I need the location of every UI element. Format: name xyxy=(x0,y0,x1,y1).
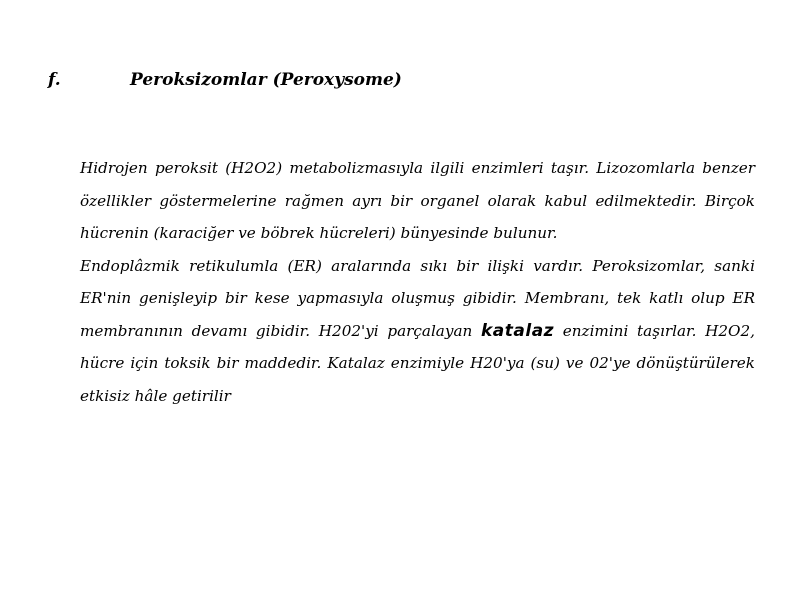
paragraph-text-before: Endoplâzmik retikulumla (ER) aralarında sıkı bir ilişki vardır. Peroksizomlar, sanki ER'nin genişleyip bir kese yapmasıyla oluşmuş gibidir. Membranı, tek katlı olup ER membranının devamı gibidir. H202'yi parçalayan xyxy=(80,256,755,340)
section-marker: f. xyxy=(48,70,61,90)
paragraph-hydrogen-peroxide: Hidrojen peroksit (H2O2) metabolizmasıyla ilgili enzimleri taşır. Lizozomlarla benzer özellikler göstermelerine rağmen ayrı bir organel olarak kabul edilmektedir. Birçok hücrenin (karaciğer ve böbrek hücreleri) bünyesinde bulunur. xyxy=(80,159,755,242)
section-body xyxy=(80,152,755,412)
paragraph-text-after: enzimini taşırlar. H2O2, hücre için toksik bir maddedir. Katalaz enzimiyle H20'ya (su) ve 02'ye dönüştürülerek etkisiz hâle getirilir xyxy=(80,321,755,405)
paragraph-endoplasmic-reticulum xyxy=(80,250,755,413)
section-title: Peroksizomlar (Peroxysome) xyxy=(130,70,402,90)
keyword-katalaz: katalaz xyxy=(481,320,555,341)
section-heading xyxy=(48,68,402,92)
